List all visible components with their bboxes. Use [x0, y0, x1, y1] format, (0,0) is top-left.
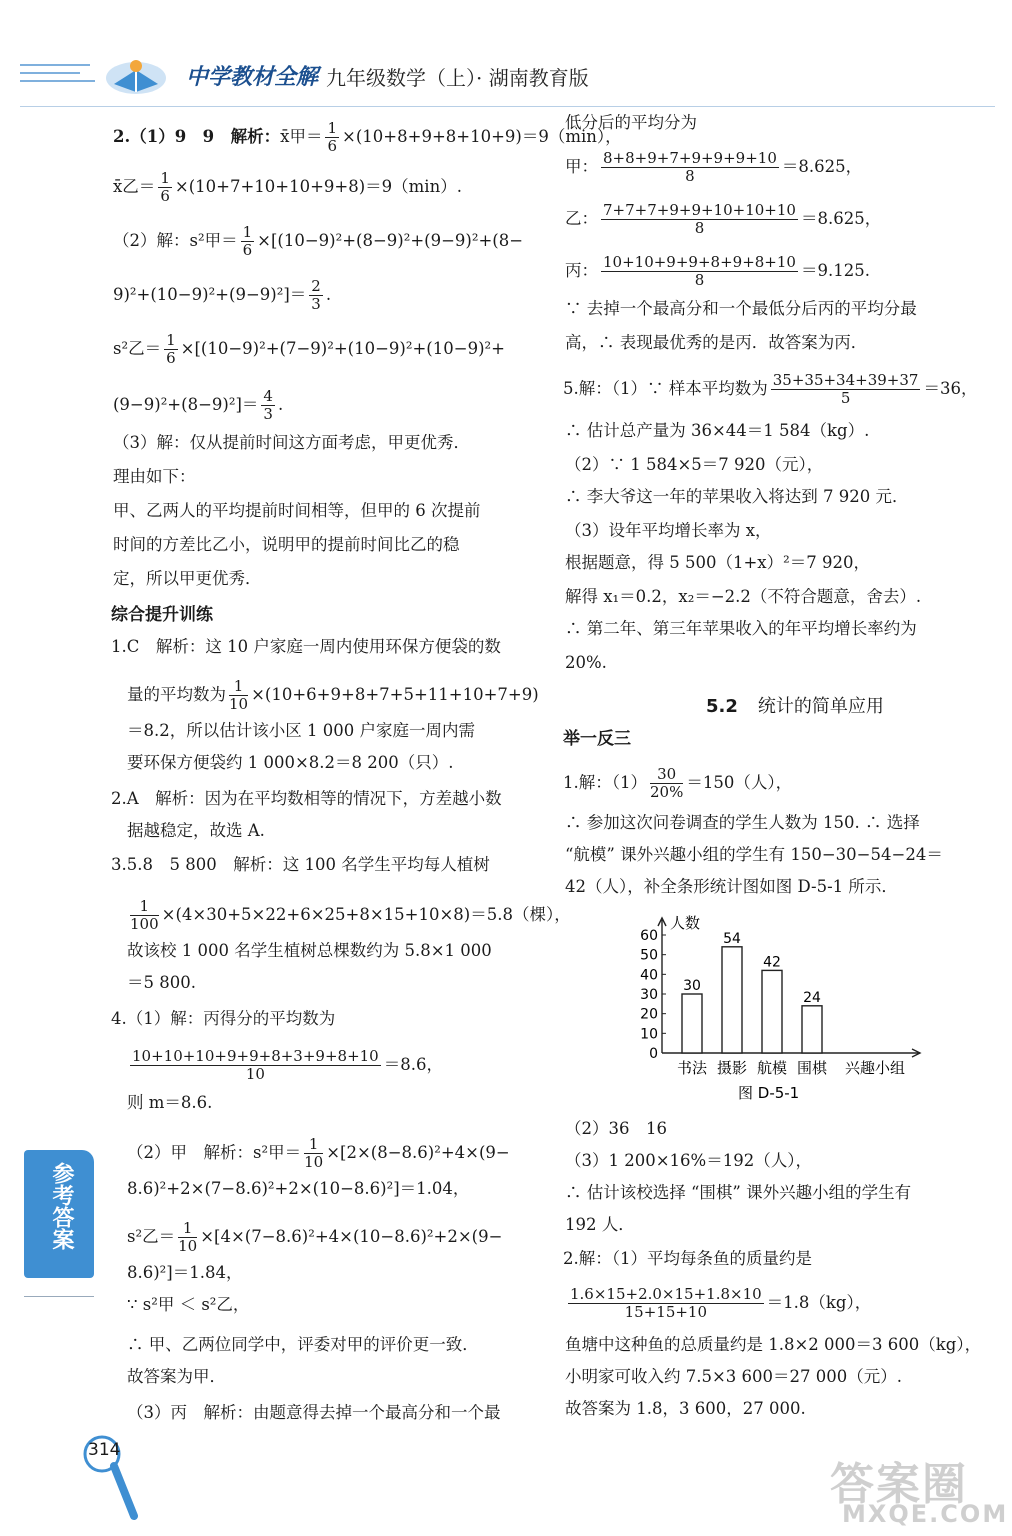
answer-line: 故答案为 1.8，3 600，27 000.	[565, 1399, 806, 1418]
answer-line: 8.6)²]＝1.84，	[127, 1263, 243, 1282]
book-logo-icon	[100, 54, 172, 98]
chart-data-label: 42	[763, 954, 781, 971]
chart-y-tick-label: 30	[640, 987, 658, 1003]
answer-line: ∴ 甲、乙两位同学中，评委对甲的评价更一致．	[127, 1335, 479, 1354]
answer-line: ∵ s²甲 ＜ s²乙，	[127, 1295, 250, 1314]
chart-x-tick-label: 航模	[756, 1059, 788, 1077]
chart-bar	[682, 994, 702, 1053]
header-decor-line	[20, 64, 90, 66]
answer-line: ＝8.2，所以估计该小区 1 000 户家庭一周内需	[127, 721, 475, 740]
answer-line: $\frac{1.6\times 15+2.0\times 15+1.8\times 10}{15+15+10}$ ＝1.8（kg），	[570, 1285, 872, 1321]
chart-y-tick-label: 20	[640, 1006, 658, 1023]
answer-line: ∴ 参加这次问卷调查的学生人数为 150. ∴ 选择	[565, 813, 920, 832]
answer-line: 鱼塘中这种鱼的总质量约是 1.8×2 000＝3 600（kg），	[565, 1335, 982, 1354]
chart-x-tick-label: 书法	[676, 1059, 708, 1077]
watermark-url: MXQE.COM	[842, 1500, 1009, 1528]
chart-caption: 图 D-5-1	[738, 1084, 800, 1102]
answer-line: 小明家可收入约 7.5×3 600＝27 000（元）.	[565, 1367, 903, 1386]
answer-line: 甲： $\frac{8+8+9+7+9+9+9+10}{8}$ ＝8.625，	[565, 149, 863, 185]
answer-line: 1.解：（1） $\frac{30}{20\%}$ ＝150（人），	[563, 765, 793, 801]
answer-line: 丙： $\frac{10+10+9+9+8+9+8+10}{8}$ ＝9.125.	[565, 253, 870, 289]
answer-line: （2）∵ 1 584×5＝7 920（元），	[565, 455, 824, 474]
answer-line: 2.解：（1）平均每条鱼的质量约是	[563, 1249, 812, 1268]
answer-line: 高，∴ 表现最优秀的是丙．故答案为丙．	[565, 333, 868, 352]
answer-line: ∴ 李大爷这一年的苹果收入将达到 7 920 元．	[565, 487, 909, 506]
answer-line: （2）甲 解析：s²甲＝ $\frac{1}{10}$ ×[2×(8−8.6)²+4×(9−	[127, 1135, 510, 1171]
page-number: 314	[88, 1440, 121, 1460]
answer-line: 解得 x₁＝0.2，x₂＝−2.2（不符合题意，舍去）.	[565, 587, 922, 606]
answer-line: （2）解：s²甲＝ $\frac{1}{6}$ ×[(10−9)²+(8−9)²+(9−9)²+(8−	[113, 223, 524, 259]
bar-chart	[620, 910, 930, 1110]
chart-bar	[722, 947, 742, 1053]
answer-line: （2）36 16	[565, 1119, 667, 1138]
answer-line: （3）设年平均增长率为 x，	[565, 521, 772, 540]
chart-bar	[802, 1006, 822, 1053]
answer-line: 8.6)²+2×(7−8.6)²+2×(10−8.6)²]＝1.04，	[127, 1179, 470, 1198]
answer-line: 5.解：（1）∵ 样本平均数为 $\frac{35+35+34+39+37}{5}$ ＝36，	[563, 371, 978, 407]
chart-y-tick-label: 0	[649, 1046, 658, 1062]
answer-line: ∴ 估计总产量为 36×44＝1 584（kg）.	[565, 421, 870, 440]
header-decor-line	[20, 72, 80, 74]
answer-line: 据越稳定，故选 A.	[127, 821, 265, 840]
answer-line: 时间的方差比乙小，说明甲的提前时间比乙的稳	[113, 535, 460, 554]
answer-line: 量的平均数为 $\frac{1}{10}$ ×(10+6+9+8+7+5+11+10+7+9)	[127, 677, 539, 713]
page-header	[0, 48, 1012, 108]
answer-line: ∵ 去掉一个最高分和一个最低分后丙的平均分最	[565, 299, 917, 318]
answer-line: 1.C 解析：这 10 户家庭一周内使用环保方便袋的数	[111, 637, 501, 656]
section-title: 5.2 统计的简单应用	[706, 696, 884, 717]
answer-line: （3）丙 解析：由题意得去掉一个最高分和一个最	[127, 1403, 501, 1422]
book-title: 中学教材全解	[186, 64, 319, 90]
answer-line: 定，所以甲更优秀．	[113, 569, 262, 588]
answer-line: x̄乙＝ $\frac{1}{6}$ ×(10+7+10+10+9+8)＝9（min）.	[113, 169, 462, 205]
answer-line: 低分后的平均分为	[565, 113, 697, 132]
answer-line: (9−9)²+(8−9)²]＝ $\frac{4}{3}$ .	[113, 387, 284, 423]
chart-bar	[762, 970, 782, 1053]
answer-line: 理由如下：	[113, 467, 196, 486]
answer-line: s²乙＝ $\frac{1}{6}$ ×[(10−9)²+(7−9)²+(10−9)²+(10−9)²+	[113, 331, 505, 367]
chart-ylabel: 人数	[670, 914, 701, 932]
section-heading: 举一反三	[563, 729, 631, 749]
answer-line: 甲、乙两人的平均提前时间相等，但甲的 6 次提前	[113, 501, 481, 520]
answer-line: 要环保方便袋约 1 000×8.2＝8 200（只）.	[127, 753, 454, 772]
answer-line: 故答案为甲．	[127, 1367, 226, 1386]
answer-line: 192 人．	[565, 1215, 635, 1234]
answer-line: ∴ 估计该校选择 “围棋” 课外兴趣小组的学生有	[565, 1183, 912, 1202]
answer-line: $\frac{10+10+10+9+9+8+3+9+8+10}{10}$ ＝8.6，	[132, 1047, 443, 1083]
chart-data-label: 54	[723, 930, 741, 947]
answer-line: 根据题意，得 5 500（1+x）²＝7 920，	[565, 553, 870, 572]
watermark: 答案圈	[830, 1459, 968, 1510]
answer-line: 故该校 1 000 名学生植树总棵数约为 5.8×1 000	[127, 941, 492, 960]
section-heading: 综合提升训练	[111, 605, 213, 625]
chart-y-tick-label: 40	[640, 967, 658, 984]
answer-line: 9)²+(10−9)²+(9−9)²]＝ $\frac{2}{3}$ .	[113, 277, 332, 313]
book-subtitle: 九年级数学（上）· 湖南教育版	[326, 66, 589, 90]
chart-data-label: 24	[803, 989, 821, 1006]
answer-line: 2.（1）9 9 解析：x̄甲＝ $\frac{1}{6}$ ×(10+8+9+8+10+9)＝9（min），	[113, 119, 622, 155]
answer-line: （3）1 200×16%＝192（人），	[565, 1151, 812, 1170]
chart-x-tick-label: 围棋	[796, 1059, 828, 1077]
chart-x-tick-label: 摄影	[716, 1059, 748, 1077]
answer-line: $\frac{1}{100}$ ×(4×30+5×22+6×25+8×15+10×8)＝5.8（棵），	[130, 897, 571, 933]
answer-line: 乙： $\frac{7+7+7+9+9+10+10+10}{8}$ ＝8.625，	[565, 201, 882, 237]
answer-line: 3.5.8 5 800 解析：这 100 名学生平均每人植树	[111, 855, 490, 874]
chart-data-label: 30	[683, 978, 701, 994]
answer-line: “航模” 课外兴趣小组的学生有 150−30−54−24＝	[565, 845, 943, 864]
answer-reference-tab: 参考答案	[24, 1150, 94, 1278]
answer-line: 20%.	[565, 653, 607, 672]
answer-line: 2.A 解析：因为在平均数相等的情况下，方差越小数	[111, 789, 502, 808]
side-rule	[24, 1296, 94, 1297]
answer-line: s²乙＝ $\frac{1}{10}$ ×[4×(7−8.6)²+4×(10−8.6)²+2×(9−	[127, 1219, 503, 1255]
answer-line: ＝5 800.	[127, 973, 196, 992]
chart-y-tick-label: 10	[640, 1026, 658, 1043]
chart-xlabel: 兴趣小组	[845, 1059, 906, 1077]
answer-line: （3）解：仅从提前时间这方面考虑，甲更优秀．	[113, 433, 470, 452]
answer-line: 4.（1）解：丙得分的平均数为	[111, 1009, 336, 1028]
answer-line: 则 m＝8.6.	[127, 1093, 213, 1112]
chart-y-tick-label: 60	[640, 928, 658, 944]
answer-line: 42（人），补全条形统计图如图 D-5-1 所示．	[565, 877, 898, 896]
header-rule	[20, 106, 995, 107]
chart-y-tick-label: 50	[640, 947, 658, 964]
header-decor-line	[20, 80, 95, 82]
answer-line: ∴ 第二年、第三年苹果收入的年平均增长率约为	[565, 619, 917, 638]
